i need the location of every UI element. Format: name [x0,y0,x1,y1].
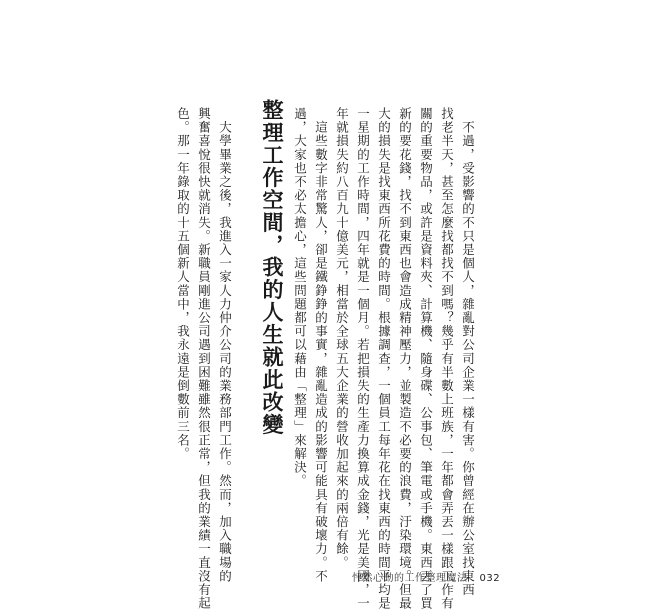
section-heading: 整理工作空間， [260,99,284,257]
book-title: 怦然心動的工作整理魔法 [352,573,468,584]
text-line: 年就損失約八百九十億美元，相當於全球五大企業的營收加起來的兩倍有餘。 [334,107,350,570]
page-number: 032 [479,573,501,584]
section-heading: 我的人生就此改變 [260,256,284,436]
text-line: 新的要花錢，找不到東西也會造成精神壓力，並製造不必要的浪費，汙染環境。但最 [397,107,413,610]
text-line: 不過，受影響的不只是個人，雜亂對公司企業一樣有害。你曾經在辦公室找東西 [460,107,476,597]
text-line: 關的重要物品，或許是資料夾、計算機、隨身碟、公事包、筆電或手機。東西丟了買 [418,107,434,610]
text-line: 找老半天，甚至怎麼找都找不到嗎？幾乎有半數上班族，一年都會弄丟一樣跟工作有 [439,107,455,610]
text-line: 大學畢業之後，我進入一家人力仲介公司的業務部門工作。然而，加入職場的 [217,107,233,583]
text-line: 興奮喜悅很快就消失。新職員剛進公司遇到困難雖然很正常，但我的業績一直沒有起 [196,107,212,610]
text-line: 一星期的工作時間，四年就是一個月。若把損失的生產力換算成金錢，光是美國，一 [355,107,371,610]
text-line: 過，大家也不必太擔心，這些問題都可以藉由「整理」來解決。 [292,107,308,488]
text-line: 這些數字非常驚人，卻是鐵錚錚的事實，雜亂造成的影響可能具有破壞力。不 [313,107,329,583]
text-line: 色。那一年錄取的十五個新人當中，我永遠是倒數前三名。 [175,107,191,461]
page-footer [352,569,500,584]
text-line: 大的損失是找東西所花費的時間。根據調查，一個員工每年花在找東西的時間平均是 [376,107,392,610]
